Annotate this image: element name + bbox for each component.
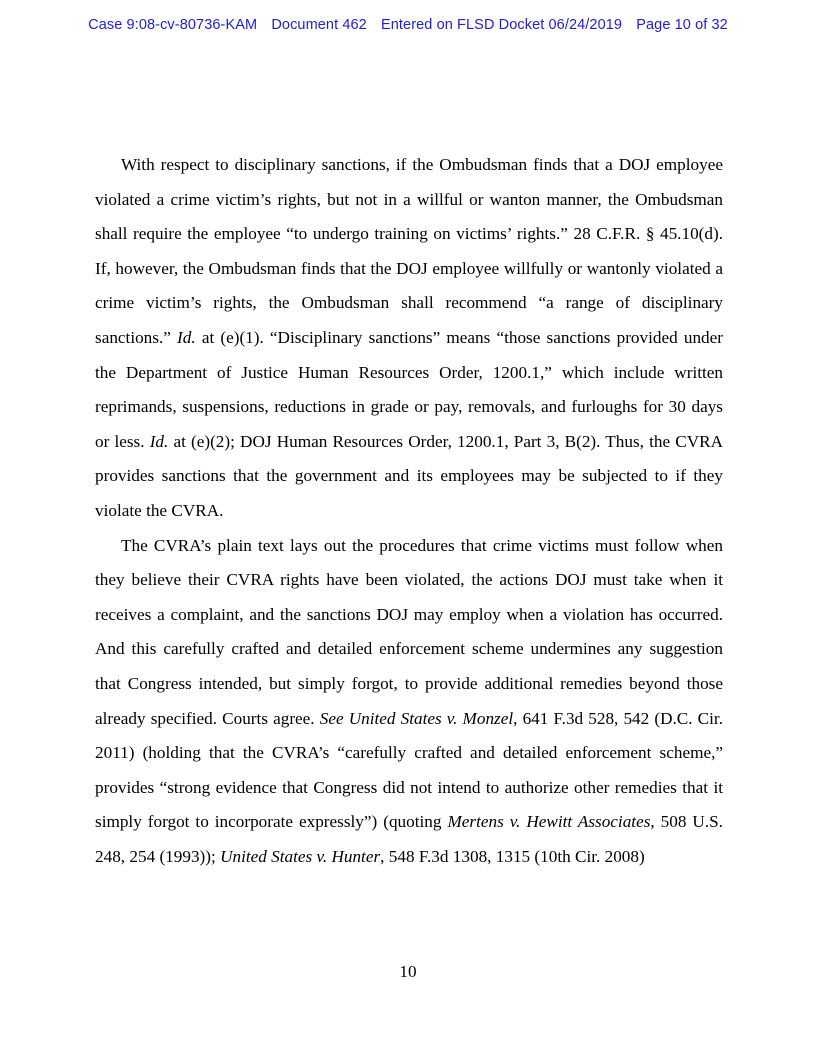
- paragraph-2-case-hunter: United States v. Hunter: [220, 846, 381, 866]
- paragraph-2-text-part-2: , 641 F.3d 528, 542 (D.C. Cir. 2011) (holding that the CVRA’s “carefully crafted and detailed enforcement scheme,” provides “strong evidence that Congress did not intend to authorize other remedies that it simply forgot to incorporate expressly”) (quoting: [95, 708, 723, 832]
- header-docket-entry: Entered on FLSD Docket 06/24/2019: [380, 17, 623, 33]
- paragraph-1-text-part-2: at (e)(1). “Disciplinary sanctions” means “those sanctions provided under the Department of Justice Human Resources Order, 1200.1,” which include written reprimands, suspensions, reductions in grade or pay, removals, and furloughs for 30 days or less.: [95, 327, 723, 451]
- header-page-indicator: Page 10 of 32: [636, 17, 728, 33]
- paragraph-disciplinary-sanctions: [95, 148, 723, 529]
- paragraph-1-text-part-3: at (e)(2); DOJ Human Resources Order, 1200.1, Part 3, B(2). Thus, the CVRA provides sanctions that the government and its employees may be subjected to if they violate the CVRA.: [95, 431, 723, 520]
- paragraph-1-text-part-1: With respect to disciplinary sanctions, if the Ombudsman finds that a DOJ employee violated a crime victim’s rights, but not in a willful or wanton manner, the Ombudsman shall require the employee “to undergo training on victims’ rights.” 28 C.F.R. § 45.10(d). If, however, the Ombudsman finds that the DOJ employee willfully or wantonly violated a crime victim’s rights, the Ombudsman shall recommend “a range of disciplinary sanctions.”: [95, 155, 723, 347]
- header-document-number: Document 462: [271, 17, 367, 33]
- court-filing-header-stamp: [0, 17, 816, 33]
- paragraph-2-case-monzel: See United States v. Monzel: [319, 708, 514, 728]
- header-case-number: Case 9:08-cv-80736-KAM: [88, 17, 258, 33]
- paragraph-2-text-part-1: The CVRA’s plain text lays out the procedures that crime victims must follow when they believe their CVRA rights have been violated, the actions DOJ must take when it receives a complaint, and the sanctions DOJ may employ when a violation has occurred. And this carefully crafted and detailed enforcement scheme undermines any suggestion that Congress intended, but simply forgot, to provide additional remedies beyond those already specified. Courts agree.: [95, 535, 723, 728]
- page-number: 10: [399, 962, 417, 981]
- paragraph-1-citation-id-2: Id.: [149, 431, 169, 451]
- paragraph-2-text-part-3: , 508 U.S. 248, 254 (1993));: [95, 812, 723, 866]
- paragraph-1-citation-id-1: Id.: [177, 327, 196, 347]
- paragraph-2-text-part-4: , 548 F.3d 1308, 1315 (10th Cir. 2008): [380, 846, 645, 866]
- document-body: [95, 148, 723, 874]
- paragraph-cvra-plain-text: [95, 529, 723, 875]
- paragraph-2-case-mertens: Mertens v. Hewitt Associates: [447, 812, 651, 832]
